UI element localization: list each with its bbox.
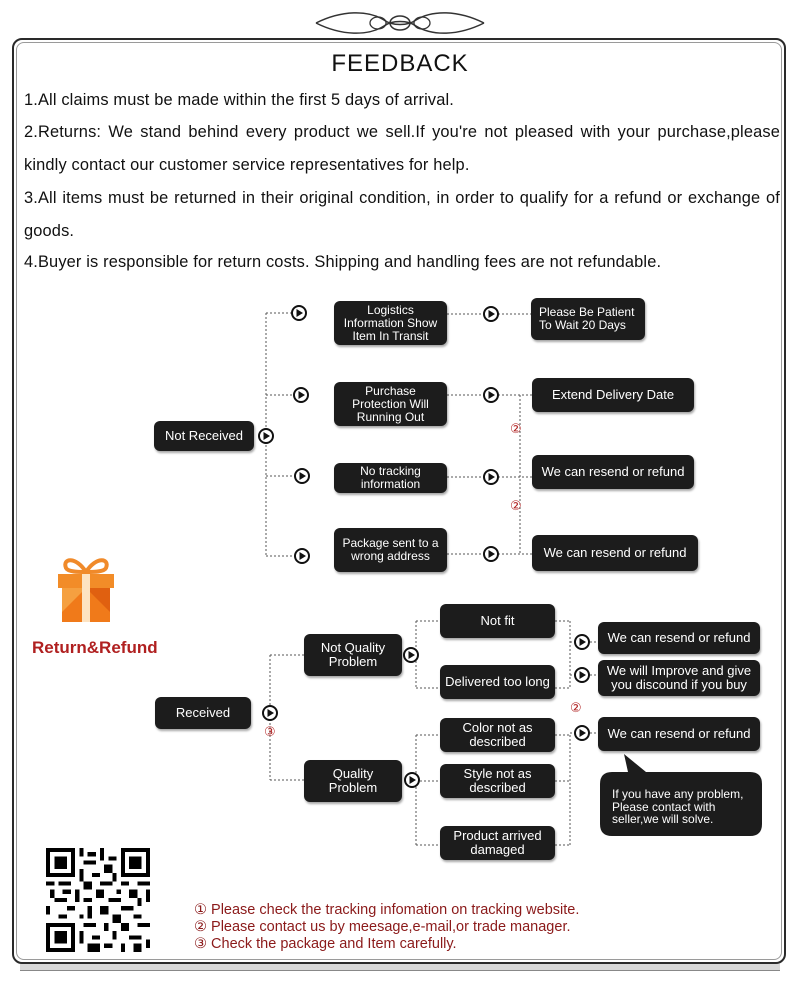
result-node-extend: Extend Delivery Date <box>532 378 694 412</box>
policy-4: 4.Buyer is responsible for return costs. Shipping and handling fees are not refundable. <box>24 253 662 271</box>
step-marker: ② <box>510 421 522 436</box>
play-icon <box>484 388 498 402</box>
footnote-1: ① Please check the tracking infomation on tracking website. <box>194 902 580 918</box>
return-refund-label: Return&Refund <box>32 638 158 657</box>
play-icon <box>263 706 277 720</box>
step-marker: ③ <box>264 724 276 739</box>
policy-1: 1.All claims must be made within the first 5 days of arrival. <box>24 91 455 109</box>
result-node-resend-1: We can resend or refund <box>532 455 694 489</box>
qr-code[interactable] <box>46 848 150 952</box>
play-icon <box>292 306 306 320</box>
cause-node-transit: Logistics Information Show Item In Transit <box>334 301 447 345</box>
play-icon <box>295 469 309 483</box>
issue-node-not-fit: Not fit <box>440 604 555 638</box>
issue-node-damaged: Product arrived damaged <box>440 826 555 860</box>
play-icon <box>484 470 498 484</box>
footnote-2: ② Please contact us by meesage,e-mail,or trade manager. <box>194 919 571 935</box>
policy-3: 3.All items must be returned in their original condition, in order to qualify for a refund or exchange of goods. <box>24 189 780 240</box>
cause-node-no-tracking: No tracking information <box>334 463 447 493</box>
play-icon <box>575 635 589 649</box>
play-icon <box>575 726 589 740</box>
cause-node-protection: Purchase Protection Will Running Out <box>334 382 447 426</box>
speech-bubble-text: If you have any problem, Please contact with seller,we will solve. <box>612 787 744 826</box>
not-received-node: Not Received <box>154 421 254 451</box>
play-icon <box>484 307 498 321</box>
received-result-resend-1: We can resend or refund <box>598 622 760 654</box>
received-result-resend-2: We can resend or refund <box>598 717 760 751</box>
step-marker: ② <box>510 498 522 513</box>
footnote-3: ③ Check the package and Item carefully. <box>194 936 457 952</box>
issue-node-color: Color not as described <box>440 718 555 752</box>
step-marker: ② <box>570 700 582 715</box>
play-icon <box>575 668 589 682</box>
policy-2: 2.Returns: We stand behind every product we sell.If you're not pleased with your purchase,please kindly contact our customer service representatives for help. <box>24 123 780 174</box>
issue-node-delivered-long: Delivered too long <box>440 665 555 699</box>
result-node-resend-2: We can resend or refund <box>532 535 698 571</box>
play-icon <box>295 549 309 563</box>
page-title: FEEDBACK <box>331 50 469 77</box>
issue-node-style: Style not as described <box>440 764 555 798</box>
received-result-improve: We will Improve and give you discound if you buy <box>598 660 760 696</box>
received-node: Received <box>155 697 251 729</box>
result-node-wait: Please Be Patient To Wait 20 Days <box>531 298 645 340</box>
gift-icon <box>54 552 118 624</box>
play-icon <box>484 547 498 561</box>
play-icon <box>404 648 418 662</box>
play-icon <box>294 388 308 402</box>
cause-node-wrong-address: Package sent to a wrong address <box>334 528 447 572</box>
not-quality-problem-node: Not Quality Problem <box>304 634 402 676</box>
quality-problem-node: Quality Problem <box>304 760 402 802</box>
play-icon <box>405 773 419 787</box>
play-icon <box>259 429 273 443</box>
footnotes <box>194 902 579 953</box>
